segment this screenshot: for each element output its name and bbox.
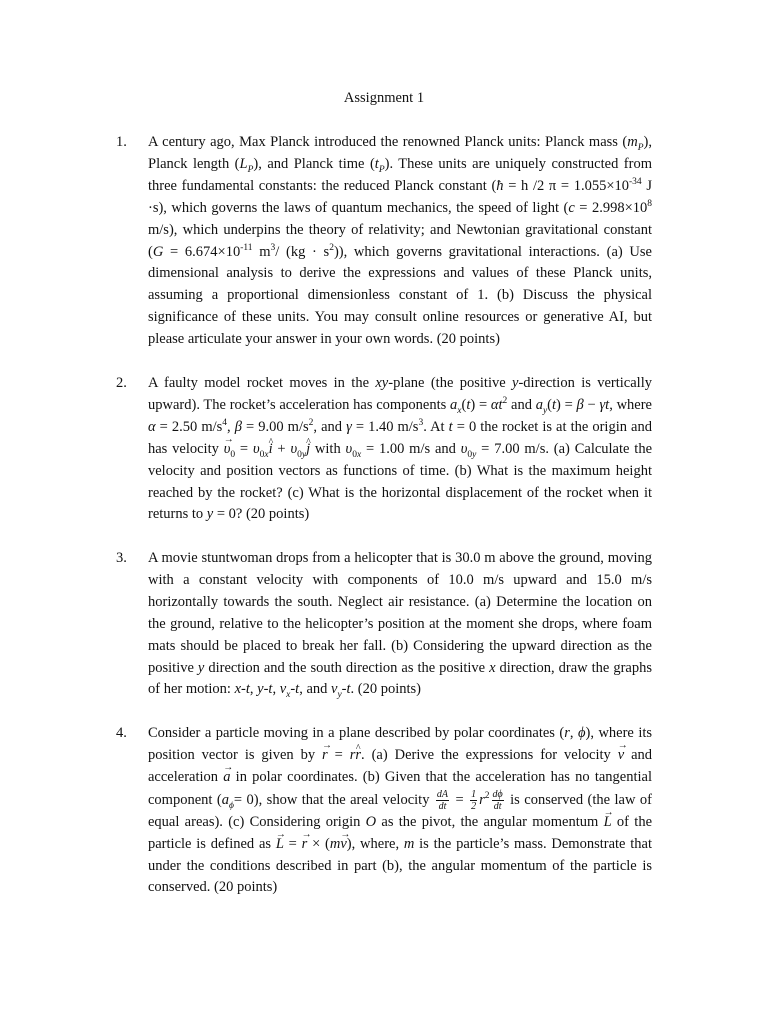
- problem-text: A century ago, Max Planck introduced the renowned Planck units: Planck mass $(m_P)$, Planck length $(L_P)$, and Planck time $(t_P)$. These units are uniquely constructed from three fundamental constants: the reduced Planck constant (ħ = h /2 $\pi = 1.055\times 10^{-34}$ J ·s), which governs the laws of quantum mechanics, the speed of light ($c = 2.998\times 10^8$ m/s), which underpins the theory of relativity; and Newtonian gravitational constant ($G = 6.674\times 10^{-11}$ $m^3/$ $(kg \cdot s^2)$), which governs gravitational interactions. (a) Use dimensional analysis to derive the expressions and values of these Planck units, assuming a proportional dimensionless constant of 1. (b) Discuss the physical significance of these units. You may consult online resources or generative AI, but please articulate your answer in your own words. (20 points): [148, 134, 652, 348]
- problem-2: [116, 373, 652, 526]
- problem-number: 1.: [116, 134, 127, 150]
- problem-3: [116, 548, 652, 701]
- problem-number: 4.: [116, 725, 127, 741]
- problem-text: Consider a particle moving in a plane described by polar coordinates (r, ϕ), where its position vector is given by → r = r^ r. (a) Derive the expressions for velocity → v and acceleration → a in polar coordinates. (b) Given that the acceleration has no tangential component $(a_\phi= 0)$, show that the areal velocity $\frac{dA}{dt}$ = $\frac{1}{2}$ $r^2$ $\frac{d\phi}{dt}$ is conserved (the law of equal areas). (c) Considering origin O as the pivot, the angular momentum → L of the particle is defined as → L = → r × (m→ v), where, m is the particle’s mass. Demonstrate that under the conditions described in part (b), the angular momentum of the particle is conserved. (20 points): [148, 723, 652, 899]
- problem-4: [116, 723, 652, 899]
- problem-number: 2.: [116, 375, 127, 391]
- page-title: Assignment 1: [343, 90, 425, 106]
- problem-text: A faulty model rocket moves in the xy-plane (the positive y-direction is vertically upward). The rocket’s acceleration has components $a_x(t) = \alpha t^2$ and $a_y(t) = \beta - \gamma t$, where α = 2.50 $m/s^4$, β = 9.00 $m/s^2$, and γ = 1.40 $m/s^3$. At t = 0 the rocket is at the origin and has velocity → $\upsilon_0$ = $\upsilon_{0x}\^{}$ $i + \upsilon_{0y}\^{}$ j with $\upsilon_{0x} = 1.00$ m/s and $\upsilon_{0y} = 7.00$ m/s. (a) Calculate the velocity and position vectors as functions of time. (b) What is the maximum height reached by the rocket? (c) What is the horizontal displacement of the rocket when it returns to y = 0? (20 points): [148, 373, 652, 526]
- problem-1: [116, 132, 652, 351]
- problem-number: 3.: [116, 550, 127, 566]
- problem-text: A movie stuntwoman drops from a helicopter that is 30.0 m above the ground, moving with a constant velocity with components of 10.0 m/s upward and 15.0 m/s horizontally towards the south. Neglect air resistance. (a) Determine the location on the ground, relative to the helicopter’s position at the moment she drops, where foam mats should be placed to break her fall. (b) Considering the upward direction as the positive y direction and the south direction as the positive x direction, draw the graphs of her motion: x-t, y-t, $v_x-t$, and $v_y-t$. (20 points): [148, 550, 652, 701]
